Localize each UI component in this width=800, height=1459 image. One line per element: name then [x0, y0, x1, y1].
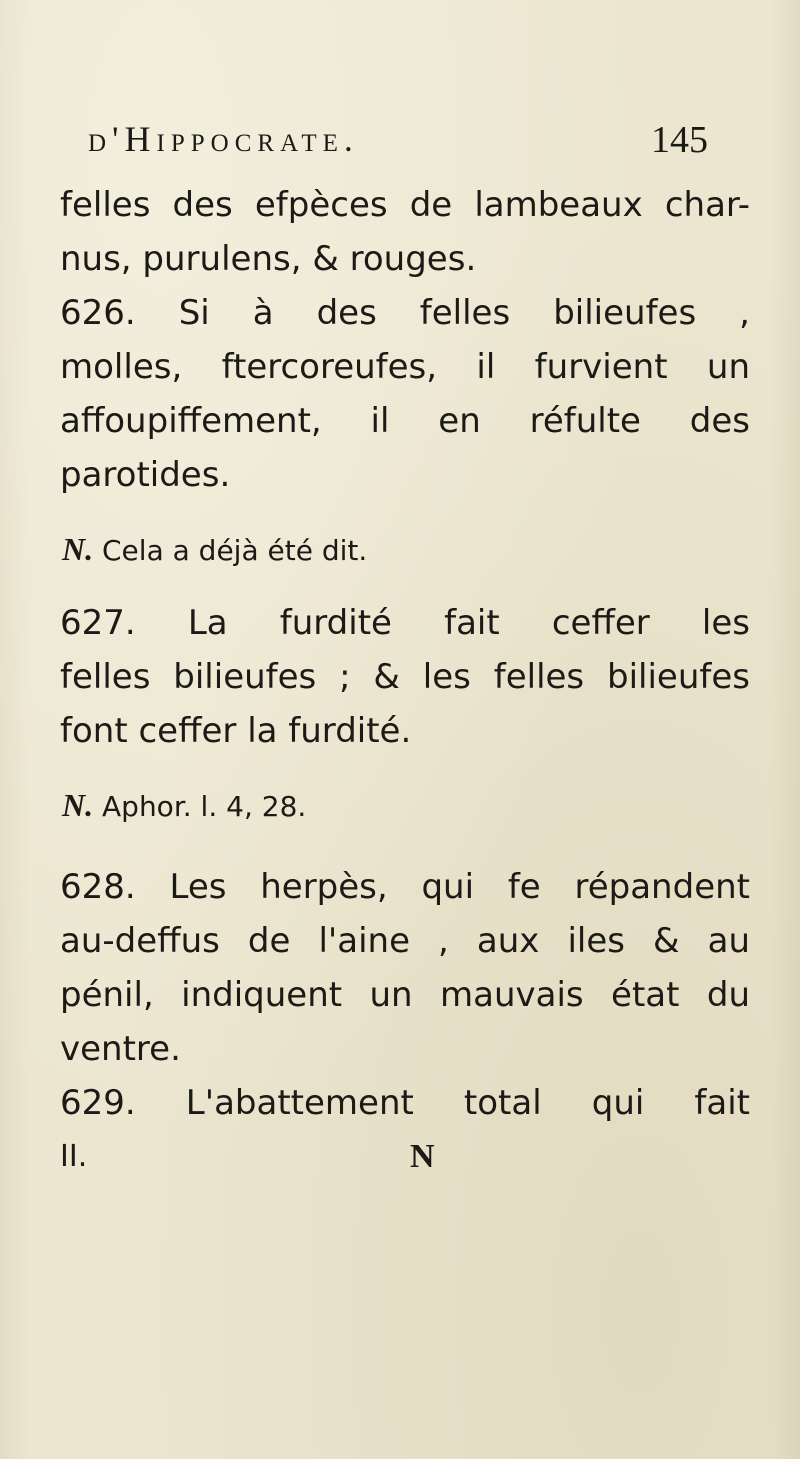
page-number: 145 — [651, 119, 708, 161]
note-text: Aphor. l. 4, 28. — [93, 790, 307, 823]
note-text: Cela a déjà été dit. — [93, 534, 368, 567]
text-line: 629. L'abattement total qui fait — [60, 1083, 750, 1123]
note — [60, 522, 750, 576]
spacer — [60, 758, 750, 778]
page-footer — [60, 1130, 750, 1184]
spacer — [60, 832, 750, 860]
volume-number: II. — [60, 1139, 88, 1174]
text-line: au-deffus de l'aine , aux iles & au — [60, 921, 750, 961]
text-line: font ceffer la furdité. — [60, 711, 412, 751]
note-mark: N. — [62, 531, 94, 567]
text-line: parotides. — [60, 455, 231, 495]
text-line: ventre. — [60, 1029, 181, 1069]
text-line: felles des efpèces de lambeaux char- — [60, 185, 750, 225]
text-line: felles bilieufes ; & les felles bilieufes — [60, 657, 750, 697]
note — [60, 778, 750, 832]
running-head: d'Hippocrate. — [88, 119, 359, 159]
text-line: 628. Les herpès, qui fe répandent — [60, 867, 750, 907]
text-line: molles, ftercoreufes, il furvient un — [60, 347, 750, 387]
body-text — [60, 178, 750, 1184]
signature-mark: N — [410, 1138, 435, 1175]
text-line: 627. La furdité fait ceffer les — [60, 603, 750, 643]
text-line: 626. Si à des felles bilieufes , — [60, 293, 750, 333]
text-line: pénil, indiquent un mauvais état du — [60, 975, 750, 1015]
spacer — [60, 502, 750, 522]
note-mark: N. — [62, 787, 94, 823]
spacer — [60, 576, 750, 596]
page-header — [88, 118, 708, 170]
text-line: nus, purulens, & rouges. — [60, 239, 477, 279]
text-line: affoupiffement, il en réfulte des — [60, 401, 750, 441]
